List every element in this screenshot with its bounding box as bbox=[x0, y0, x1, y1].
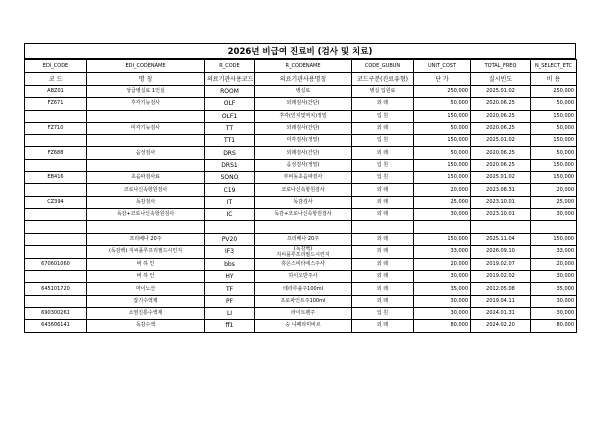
table-cell-rcode: OLF bbox=[205, 98, 255, 110]
table-cell-cost: 150,000 bbox=[414, 233, 471, 245]
table-cell-gubun: 병실 입원료 bbox=[352, 86, 414, 98]
table-row bbox=[25, 221, 577, 233]
table-cell-edi bbox=[25, 110, 87, 122]
table-row bbox=[25, 283, 577, 295]
table-cell-edi: EB416 bbox=[25, 172, 87, 184]
table-cell-name: 초음파검사료 bbox=[87, 172, 205, 184]
table-cell-price: 50,000 bbox=[531, 122, 577, 134]
table-cell-freq: 2020.06.25 bbox=[471, 98, 531, 110]
table-cell-cost: 30,000 bbox=[414, 295, 471, 307]
table-cell-freq: 2023.08.31 bbox=[471, 184, 531, 196]
table-cell-price: 35,000 bbox=[531, 283, 577, 295]
table-cell-freq: 2019.04.11 bbox=[471, 295, 531, 307]
table-cell-rcode: ROOM bbox=[205, 86, 255, 98]
table-cell-name bbox=[87, 135, 205, 147]
table-cell-gubun: 입 원 bbox=[352, 110, 414, 122]
table-cell-rcode: PF bbox=[205, 295, 255, 307]
table-cell-rname: 라이트펜주 bbox=[255, 308, 352, 320]
table-cell-rname: 코로나신속항원검사 bbox=[255, 184, 352, 196]
table-cell-name: 프리베나 20주 bbox=[87, 233, 205, 245]
table-cell-rcode: DRS1 bbox=[205, 159, 255, 171]
table-row bbox=[25, 86, 577, 98]
header-row-korean bbox=[25, 73, 577, 86]
table-row bbox=[25, 245, 577, 258]
table-cell-name: (독감백) 지씨플루프리필드시린지 bbox=[87, 245, 205, 258]
header-cell: 실시빈도 bbox=[471, 73, 531, 86]
table-cell-name: 소염진통수액제 bbox=[87, 308, 205, 320]
table-row bbox=[25, 135, 577, 147]
table-row bbox=[25, 110, 577, 122]
table-cell-rcode: ff1 bbox=[205, 320, 255, 332]
table-cell-edi: CZ394 bbox=[25, 196, 87, 208]
header-cell: N_SELECT_ETC bbox=[531, 60, 577, 73]
header-cell: 비 용 bbox=[531, 73, 577, 86]
table-cell-cost bbox=[414, 221, 471, 233]
table-cell-price: 150,000 bbox=[531, 233, 577, 245]
table-cell-rcode: PV20 bbox=[205, 233, 255, 245]
table-cell-gubun: 외 래 bbox=[352, 122, 414, 134]
table-row bbox=[25, 233, 577, 245]
table-cell-rname: (독감백) 지씨플루프리필드시린지 bbox=[255, 245, 352, 258]
table-cell-edi bbox=[25, 295, 87, 307]
table-cell-rcode: IC bbox=[205, 208, 255, 220]
table-cell-price: 150,000 bbox=[531, 110, 577, 122]
table-cell-gubun: 입 원 bbox=[352, 308, 414, 320]
header-cell: 의료기관사용코드 bbox=[205, 73, 255, 86]
table-cell-gubun: 외 래 bbox=[352, 196, 414, 208]
table-cell-name: 미각기능검사 bbox=[87, 122, 205, 134]
table-cell-cost: 150,000 bbox=[414, 159, 471, 171]
table-cell-name: 상급병실료 1인실 bbox=[87, 86, 205, 98]
table-cell-price: 150,000 bbox=[531, 159, 577, 171]
table-cell-price: 50,000 bbox=[531, 98, 577, 110]
header-cell: UNIT_COST bbox=[414, 60, 471, 73]
table-cell-freq: 2023.10.01 bbox=[471, 196, 531, 208]
table-cell-cost: 50,000 bbox=[414, 98, 471, 110]
table-cell-name: 후각기능검사 bbox=[87, 98, 205, 110]
table-cell-rname: 외래검사(간단) bbox=[255, 122, 352, 134]
table-cell-cost: 150,000 bbox=[414, 135, 471, 147]
table-cell-freq: 2025.11.04 bbox=[471, 233, 531, 245]
table-cell-freq: 2020.06.25 bbox=[471, 147, 531, 159]
table-cell-gubun: 입 원 bbox=[352, 159, 414, 171]
table-cell-cost: 150,000 bbox=[414, 110, 471, 122]
table-cell-cost: 30,000 bbox=[414, 271, 471, 283]
table-cell-price: 150,000 bbox=[531, 135, 577, 147]
table-cell-cost: 25,000 bbox=[414, 196, 471, 208]
table-cell-edi bbox=[25, 135, 87, 147]
table-cell-rname: 후각(인지및역치)정밀 bbox=[255, 110, 352, 122]
table-cell-edi bbox=[25, 184, 87, 196]
table-cell-freq bbox=[471, 221, 531, 233]
table-cell-name bbox=[87, 110, 205, 122]
table-cell-gubun: 외 래 bbox=[352, 245, 414, 258]
table-cell-name: 독감검사 bbox=[87, 196, 205, 208]
table-cell-freq: 2025.01.02 bbox=[471, 135, 531, 147]
table-cell-freq: 2020.06.25 bbox=[471, 122, 531, 134]
table-cell-edi: 670601060 bbox=[25, 258, 87, 270]
table-cell-freq: 2025.01.02 bbox=[471, 172, 531, 184]
sheet-title: 2026년 비급여 진료비 (검사 및 치료) bbox=[24, 43, 576, 59]
table-cell-freq: 2023.10.01 bbox=[471, 208, 531, 220]
table-cell-rname: 미각검사(정밀) bbox=[255, 135, 352, 147]
table-cell-rname: 테라루솔주100ml bbox=[255, 283, 352, 295]
table-cell-price: 20,000 bbox=[531, 184, 577, 196]
table-cell-gubun: 외 래 bbox=[352, 233, 414, 245]
table-cell-freq: 2019.02.02 bbox=[471, 271, 531, 283]
table-cell-gubun: 외 래 bbox=[352, 271, 414, 283]
header-cell: R_CODE bbox=[205, 60, 255, 73]
header-cell: 코드구분(진료유형) bbox=[352, 73, 414, 86]
table-cell-edi bbox=[25, 271, 87, 283]
table-cell-edi bbox=[25, 159, 87, 171]
table-cell-rname: 외래검사(간단) bbox=[255, 147, 352, 159]
table-cell-freq: 2020.06.25 bbox=[471, 159, 531, 171]
table-cell-rcode: TT bbox=[205, 122, 255, 134]
table-cell-name: 버 하 인 bbox=[87, 258, 205, 270]
header-cell: R_CODENAME bbox=[255, 60, 352, 73]
table-cell-cost: 250,000 bbox=[414, 86, 471, 98]
table-cell-name: 잡기수액제 bbox=[87, 295, 205, 307]
header-cell: EDI_CODENAME bbox=[87, 60, 205, 73]
table-row bbox=[25, 295, 577, 307]
table-cell-rcode: IF3 bbox=[205, 245, 255, 258]
table-cell-rcode: LI bbox=[205, 308, 255, 320]
table-cell-price: 80,000 bbox=[531, 320, 577, 332]
table-cell-price: 30,000 bbox=[531, 308, 577, 320]
table-cell-edi: 643606141 bbox=[25, 320, 87, 332]
table-cell-edi bbox=[25, 245, 87, 258]
table-cell-edi: 645101720 bbox=[25, 283, 87, 295]
table-cell-freq: 2024.01.31 bbox=[471, 308, 531, 320]
table-cell-gubun bbox=[352, 221, 414, 233]
fee-table-body bbox=[25, 60, 577, 333]
table-cell-rname: 하이오반주사 bbox=[255, 271, 352, 283]
table-cell-cost: 33,000 bbox=[414, 245, 471, 258]
header-cell: EDI_CODE bbox=[25, 60, 87, 73]
table-cell-freq: 2012.05.08 bbox=[471, 283, 531, 295]
table-cell-edi bbox=[25, 233, 87, 245]
header-cell: TOTAL_FREQ bbox=[471, 60, 531, 73]
table-row bbox=[25, 308, 577, 320]
table-cell-freq: 2019.02.07 bbox=[471, 258, 531, 270]
table-cell-gubun: 외 래 bbox=[352, 147, 414, 159]
table-cell-cost: 50,000 bbox=[414, 147, 471, 159]
table-cell-rname: 휴온스비타에스주사 bbox=[255, 258, 352, 270]
table-cell-rcode bbox=[205, 221, 255, 233]
table-cell-price: 30,000 bbox=[531, 208, 577, 220]
table-cell-gubun: 입 원 bbox=[352, 172, 414, 184]
table-row bbox=[25, 320, 577, 332]
table-cell-price: 150,000 bbox=[531, 172, 577, 184]
table-row bbox=[25, 98, 577, 110]
table-cell-edi: FZ671 bbox=[25, 98, 87, 110]
table-cell-rname bbox=[255, 221, 352, 233]
table-cell-rname: 프로파인트주100ml bbox=[255, 295, 352, 307]
table-cell-edi bbox=[25, 221, 87, 233]
table-cell-gubun: 외 래 bbox=[352, 258, 414, 270]
table-cell-price bbox=[531, 221, 577, 233]
table-row bbox=[25, 258, 577, 270]
table-cell-gubun: 외 래 bbox=[352, 295, 414, 307]
table-cell-rcode: OLF1 bbox=[205, 110, 255, 122]
table-cell-rcode: DRS bbox=[205, 147, 255, 159]
table-cell-edi bbox=[25, 208, 87, 220]
table-cell-rname: 독감검사 bbox=[255, 196, 352, 208]
table-cell-price: 25,000 bbox=[531, 196, 577, 208]
table-cell-rname: 음성검사(정밀) bbox=[255, 159, 352, 171]
table-cell-gubun: 외 래 bbox=[352, 98, 414, 110]
table-row bbox=[25, 159, 577, 171]
header-cell: 단 가 bbox=[414, 73, 471, 86]
table-cell-rcode: TT1 bbox=[205, 135, 255, 147]
table-row bbox=[25, 184, 577, 196]
table-cell-freq: 2025.01.02 bbox=[471, 86, 531, 98]
fee-table bbox=[24, 59, 577, 333]
table-cell-edi: FZ688 bbox=[25, 147, 87, 159]
table-cell-gubun: 입 원 bbox=[352, 135, 414, 147]
table-row bbox=[25, 147, 577, 159]
table-cell-name: 독감+코로나신속항원검사 bbox=[87, 208, 205, 220]
table-cell-gubun: 외 래 bbox=[352, 283, 414, 295]
table-row bbox=[25, 196, 577, 208]
table-cell-rname: 승 니페라미비르 bbox=[255, 320, 352, 332]
table-cell-cost: 80,000 bbox=[414, 320, 471, 332]
table-cell-rname: 독감+코로나신속항원검사 bbox=[255, 208, 352, 220]
table-cell-name: 음성검사 bbox=[87, 147, 205, 159]
table-cell-name: 마이노산 bbox=[87, 283, 205, 295]
table-cell-cost: 30,000 bbox=[414, 308, 471, 320]
table-cell-rname: 프리베나 20주 bbox=[255, 233, 352, 245]
table-cell-cost: 30,000 bbox=[414, 208, 471, 220]
table-cell-price: 33,000 bbox=[531, 245, 577, 258]
table-cell-price: 250,000 bbox=[531, 86, 577, 98]
table-cell-cost: 35,000 bbox=[414, 283, 471, 295]
table-cell-rname: 부비동초음파검사 bbox=[255, 172, 352, 184]
table-cell-freq: 2020.06.25 bbox=[471, 110, 531, 122]
table-cell-edi: 690300261 bbox=[25, 308, 87, 320]
header-cell: 의료기관사용명칭 bbox=[255, 73, 352, 86]
table-cell-price: 30,000 bbox=[531, 271, 577, 283]
table-cell-cost: 20,000 bbox=[414, 258, 471, 270]
header-cell: 코 드 bbox=[25, 73, 87, 86]
table-cell-name: 버 하 인 bbox=[87, 271, 205, 283]
table-cell-rcode: bbs bbox=[205, 258, 255, 270]
table-cell-rcode: SONO bbox=[205, 172, 255, 184]
table-cell-name bbox=[87, 159, 205, 171]
table-cell-name: 코로나신속항원검사 bbox=[87, 184, 205, 196]
table-cell-cost: 20,000 bbox=[414, 184, 471, 196]
table-cell-edi: FZ710 bbox=[25, 122, 87, 134]
table-cell-price: 20,000 bbox=[531, 258, 577, 270]
table-cell-edi: ABZ01 bbox=[25, 86, 87, 98]
table-cell-freq: 2026.09.10 bbox=[471, 245, 531, 258]
table-cell-rcode: TF bbox=[205, 283, 255, 295]
table-cell-cost: 150,000 bbox=[414, 172, 471, 184]
table-cell-name: 독감수액 bbox=[87, 320, 205, 332]
table-cell-cost: 50,000 bbox=[414, 122, 471, 134]
table-cell-gubun: 외 래 bbox=[352, 320, 414, 332]
table-cell-rcode: IT bbox=[205, 196, 255, 208]
table-cell-freq: 2024.02.20 bbox=[471, 320, 531, 332]
header-cell: CODE_GUBUN bbox=[352, 60, 414, 73]
table-cell-rname: 병실료 bbox=[255, 86, 352, 98]
table-cell-gubun: 외 래 bbox=[352, 208, 414, 220]
header-cell: 명 칭 bbox=[87, 73, 205, 86]
fee-sheet bbox=[24, 43, 576, 333]
table-cell-price: 50,000 bbox=[531, 147, 577, 159]
table-cell-price: 30,000 bbox=[531, 295, 577, 307]
header-row-codes bbox=[25, 60, 577, 73]
table-row bbox=[25, 172, 577, 184]
table-cell-rname: 외래검사(간단) bbox=[255, 98, 352, 110]
table-cell-name bbox=[87, 221, 205, 233]
table-cell-rcode: HY bbox=[205, 271, 255, 283]
table-cell-gubun: 외 래 bbox=[352, 184, 414, 196]
table-row bbox=[25, 208, 577, 220]
table-row bbox=[25, 122, 577, 134]
table-row bbox=[25, 271, 577, 283]
table-cell-rcode: C19 bbox=[205, 184, 255, 196]
